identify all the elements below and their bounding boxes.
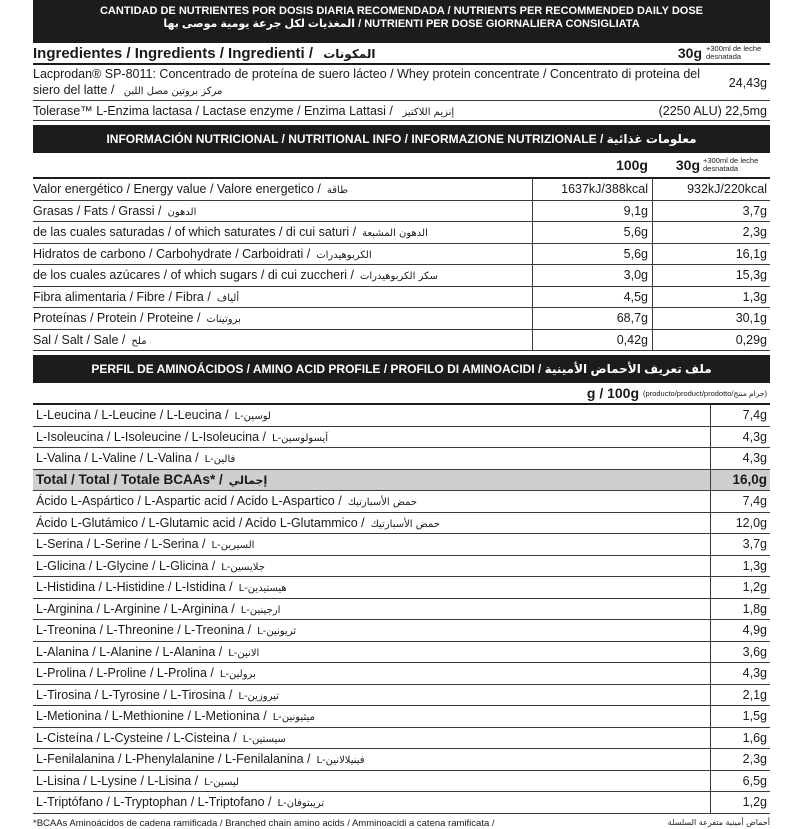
nutrition-label: Valor energético / Energy value / Valore energetico / [33, 182, 321, 197]
amino-row-label-group [36, 688, 710, 702]
amino-value: 4,3g [710, 663, 770, 684]
ingredients-dose: 30g [677, 45, 702, 61]
nutrition-label: Fibra alimentaria / Fibre / Fibra / [33, 289, 211, 304]
amino-label: L-Lisina / L-Lysine / L-Lisina / [36, 773, 199, 788]
nutrition-row [33, 244, 770, 266]
amino-row [33, 534, 770, 556]
nutrition-label-ar: طاقة [326, 185, 349, 197]
amino-row-label-group [36, 774, 710, 788]
nutrition-column-headers [33, 153, 770, 179]
amino-label: L-Arginina / L-Arginine / L-Arginina / [36, 601, 235, 616]
nutrition-label-ar: ألياف [216, 292, 240, 304]
nutrition-row [33, 287, 770, 309]
nutrition-value-30g: 0,29g [652, 330, 770, 351]
amino-row-label-group [36, 645, 710, 659]
amino-label: L-Glicina / L-Glycine / L-Glicina / [36, 558, 216, 573]
amino-row-label-group [36, 709, 710, 723]
amino-label: L-Leucina / L-Leucine / L-Leucina / [36, 408, 229, 423]
amino-row [33, 792, 770, 814]
nutrition-row [33, 201, 770, 223]
amino-label: L-Isoleucina / L-Isoleucine / L-Isoleucina / [36, 429, 266, 444]
nutrition-value-100g: 5,6g [532, 244, 652, 265]
nutrition-label: de los cuales azúcares / of which sugars / di cui zuccheri / [33, 268, 354, 283]
nutrition-label-ar: سكر الكربوهيدرات [359, 271, 438, 283]
amino-row-label-group [36, 430, 710, 444]
amino-value: 3,6g [710, 642, 770, 663]
ingredient-row [33, 101, 770, 121]
nutrition-row [33, 308, 770, 330]
nutrition-value-100g: 1637kJ/388kcal [532, 179, 652, 200]
amino-row-label-group [36, 472, 710, 487]
amino-title: PERFIL DE AMINOÁCIDOS / AMINO ACID PROFILE / PROFILO DI AMINOACIDI / [91, 362, 542, 376]
nutrition-value-30g: 1,3g [652, 287, 770, 308]
amino-value: 2,3g [710, 749, 770, 770]
amino-value: 3,7g [710, 534, 770, 555]
nutrition-label-ar: ملح [131, 335, 147, 347]
amino-label: L-Cisteína / L-Cysteine / L-Cisteina / [36, 730, 237, 745]
amino-label-ar: فينيلالانين-L [316, 755, 365, 767]
nutrition-label-ar: الدهون المشبعة [362, 228, 428, 240]
amino-row-label-group [36, 537, 710, 551]
nutrition-row [33, 330, 770, 352]
amino-label: Total / Total / Totale BCAAs* / [36, 472, 223, 488]
nutrition-rows [33, 179, 770, 351]
amino-value: 1,8g [710, 599, 770, 620]
amino-label-ar: تريبتوفان-L [277, 798, 325, 810]
nutrition-row-label-group [33, 225, 532, 239]
amino-row-label-group [36, 731, 710, 745]
amino-value: 4,3g [710, 448, 770, 469]
amino-row [33, 513, 770, 535]
amino-value: 6,5g [710, 771, 770, 792]
nutrition-value-30g: 3,7g [652, 201, 770, 222]
nutrition-row-label-group [33, 311, 532, 325]
amino-value: 12,0g [710, 513, 770, 534]
nutrition-value-30g: 16,1g [652, 244, 770, 265]
amino-row [33, 577, 770, 599]
amino-value: 1,2g [710, 577, 770, 598]
nutrition-row-label-group [33, 204, 532, 218]
nutrition-label: Grasas / Fats / Grassi / [33, 203, 162, 218]
amino-label-ar: سيستين-L [242, 733, 286, 745]
amino-row-label-group [36, 623, 710, 637]
amino-value: 7,4g [710, 491, 770, 512]
ingredient-row [33, 65, 770, 101]
amino-label: L-Fenilalanina / L-Phenylalanine / L-Fenilalanina / [36, 752, 311, 767]
ingredients-dose-note: +300ml de leche desnatada [706, 44, 762, 61]
amino-label: L-Triptófano / L-Tryptophan / L-Triptofano / [36, 795, 272, 810]
amino-label: Ácido L-Aspártico / L-Aspartic acid / Acido L-Aspartico / [36, 494, 342, 509]
amino-label-ar: فالين-L [204, 454, 236, 466]
amino-row [33, 706, 770, 728]
nutrition-row-label-group [33, 290, 532, 304]
amino-row [33, 642, 770, 664]
ingredient-label-ar: مركز بروتين مصل اللبن [123, 85, 223, 97]
amino-row-label-group [36, 494, 710, 508]
amino-label-ar: لوسين-L [234, 411, 271, 423]
amino-value: 16,0g [710, 470, 770, 491]
amino-row [33, 405, 770, 427]
amino-title-ar: ملف تعريف الأحماض الأمينية [544, 362, 712, 376]
amino-value: 4,3g [710, 427, 770, 448]
nutrition-value-100g: 0,42g [532, 330, 652, 351]
amino-row [33, 599, 770, 621]
amino-value: 4,9g [710, 620, 770, 641]
amino-unit-note: (producto/product/prodotto/جرام منتج) [643, 388, 767, 398]
amino-rows [33, 405, 770, 814]
amino-label: L-Histidina / L-Histidine / L-Istidina / [36, 580, 233, 595]
nutrition-row-label-group [33, 182, 532, 196]
amino-row [33, 556, 770, 578]
nutrition-row-label-group [33, 247, 532, 261]
amino-value: 1,6g [710, 728, 770, 749]
amino-row [33, 491, 770, 513]
nutrition-value-30g: 2,3g [652, 222, 770, 243]
amino-label-ar: جلايسين-L [221, 561, 265, 573]
nutrition-row [33, 265, 770, 287]
amino-label-ar: حمض الأسبارتيك [370, 518, 440, 530]
nutrition-value-100g: 68,7g [532, 308, 652, 329]
amino-label-ar: ارجينين-L [240, 604, 281, 616]
nutrition-label-ar: الدهون [167, 206, 197, 218]
amino-label-ar: ليسين-L [204, 776, 239, 788]
nutrition-col-30g: 30g [675, 157, 700, 173]
amino-label-ar: ميثيونين-L [272, 712, 315, 724]
amino-row [33, 663, 770, 685]
amino-unit-row [33, 383, 770, 405]
amino-label-ar: إجمالي [228, 474, 268, 488]
ingredient-label: Tolerase™ L-Enzima lactasa / Lactase enzyme / Enzima Lattasi / [33, 103, 393, 118]
nutrition-value-100g: 9,1g [532, 201, 652, 222]
amino-label: L-Serina / L-Serine / L-Serina / [36, 537, 206, 552]
amino-label-ar: حمض الأسبارتيك [347, 497, 418, 509]
amino-row [33, 620, 770, 642]
ingredient-value: (2250 ALU) 22,5mg [658, 103, 767, 118]
nutrition-label: Hidratos de carbono / Carbohydrate / Carboidrati / [33, 246, 311, 261]
amino-row-label-group [36, 451, 710, 465]
ingredients-title: Ingredientes / Ingredients / Ingredienti / [33, 44, 314, 62]
amino-label-ar: تيروزين-L [238, 690, 279, 702]
nutrition-row-label-group [33, 268, 532, 282]
ingredients-title-row [33, 43, 770, 65]
amino-row [33, 728, 770, 750]
nutrition-label-ar: بروتينات [206, 314, 241, 326]
nutrition-value-30g: 30,1g [652, 308, 770, 329]
amino-label-ar: الانين-L [228, 647, 260, 659]
amino-label: L-Alanina / L-Alanine / L-Alanina / [36, 644, 223, 659]
amino-value: 2,1g [710, 685, 770, 706]
amino-label-ar: برولين-L [219, 669, 256, 681]
nutrition-label: de las cuales saturadas / of which saturates / di cui saturi / [33, 225, 357, 240]
amino-row-label-group [36, 666, 710, 680]
amino-total-row [33, 470, 770, 492]
nutrition-label: Proteínas / Protein / Proteine / [33, 311, 201, 326]
nutrition-label: Sal / Salt / Sale / [33, 332, 126, 347]
amino-row [33, 427, 770, 449]
amino-row-label-group [36, 602, 710, 616]
ingredients-title-ar: المكونات [323, 46, 376, 61]
dose-header [33, 0, 770, 43]
nutrition-col-30g-note: +300ml de leche desnatada [703, 156, 759, 173]
dose-header-line2: المغذيات لكل جرعة يومية موصى بها / NUTRIENTI PER DOSE GIORNALIERA CONSIGLIATA [163, 17, 640, 30]
nutrition-title-ar: معلومات غذائية [606, 132, 697, 146]
nutrition-value-100g: 4,5g [532, 287, 652, 308]
amino-row-label-group [36, 752, 710, 766]
amino-label: Ácido L-Glutámico / L-Glutamic acid / Acido L-Glutammico / [36, 515, 365, 530]
amino-label-ar: آيسولوسين-L [272, 432, 329, 444]
amino-value: 7,4g [710, 405, 770, 426]
nutrition-value-30g: 932kJ/220kcal [652, 179, 770, 200]
amino-row [33, 771, 770, 793]
footnote-text: *BCAAs Aminoácidos de cadena ramificada / Branched chain amino acids / Amminoacidi a catena ramificata / [33, 817, 495, 829]
nutrition-label-ar: الكربوهيدرات [316, 249, 372, 261]
amino-label: L-Metionina / L-Methionine / L-Metionina / [36, 709, 267, 724]
amino-row-label-group [36, 408, 710, 422]
footnote-text-ar: أحماض أمينية متفرعة السلسلة [667, 817, 770, 827]
footnote [33, 818, 770, 829]
amino-value: 1,3g [710, 556, 770, 577]
amino-unit: g / 100g [586, 385, 640, 401]
amino-row [33, 749, 770, 771]
amino-label: L-Tirosina / L-Tyrosine / L-Tirosina / [36, 687, 233, 702]
amino-row-label-group [36, 580, 710, 594]
amino-row-label-group [36, 559, 710, 573]
amino-value: 1,5g [710, 706, 770, 727]
amino-header [33, 355, 770, 383]
amino-label-ar: السيرين-L [211, 540, 255, 552]
ingredient-label: Lacprodan® SP-8011: Concentrado de proteína de suero lácteo / Whey protein concentrate / Concentrato di proteina del siero del latte / [33, 66, 701, 97]
amino-row [33, 685, 770, 707]
ingredient-label-ar: إنزيم اللاكتيز [402, 106, 455, 118]
nutrition-row-label-group [33, 333, 532, 347]
amino-row-label-group [36, 795, 710, 809]
amino-row [33, 448, 770, 470]
amino-label-ar: ثريونين-L [257, 626, 297, 638]
nutrition-value-100g: 3,0g [532, 265, 652, 286]
nutrition-row [33, 179, 770, 201]
nutrition-value-30g: 15,3g [652, 265, 770, 286]
amino-value: 1,2g [710, 792, 770, 813]
amino-row-label-group [36, 516, 710, 530]
ingredient-value: 24,43g [728, 75, 767, 90]
nutrition-row [33, 222, 770, 244]
amino-label: L-Valina / L-Valine / L-Valina / [36, 451, 199, 466]
nutrition-col-100g: 100g [616, 157, 648, 173]
amino-label: L-Prolina / L-Proline / L-Prolina / [36, 666, 214, 681]
amino-label-ar: هيستيدين-L [238, 583, 287, 595]
nutrition-title: INFORMACIÓN NUTRICIONAL / NUTRITIONAL INFO / INFORMAZIONE NUTRIZIONALE / [106, 132, 604, 146]
amino-label: L-Treonina / L-Threonine / L-Treonina / [36, 623, 252, 638]
nutrition-value-100g: 5,6g [532, 222, 652, 243]
nutrition-header [33, 125, 770, 153]
dose-header-line1: CANTIDAD DE NUTRIENTES POR DOSIS DIARIA RECOMENDADA / NUTRIENTS PER RECOMMENDED DAILY DOSE [99, 5, 703, 17]
